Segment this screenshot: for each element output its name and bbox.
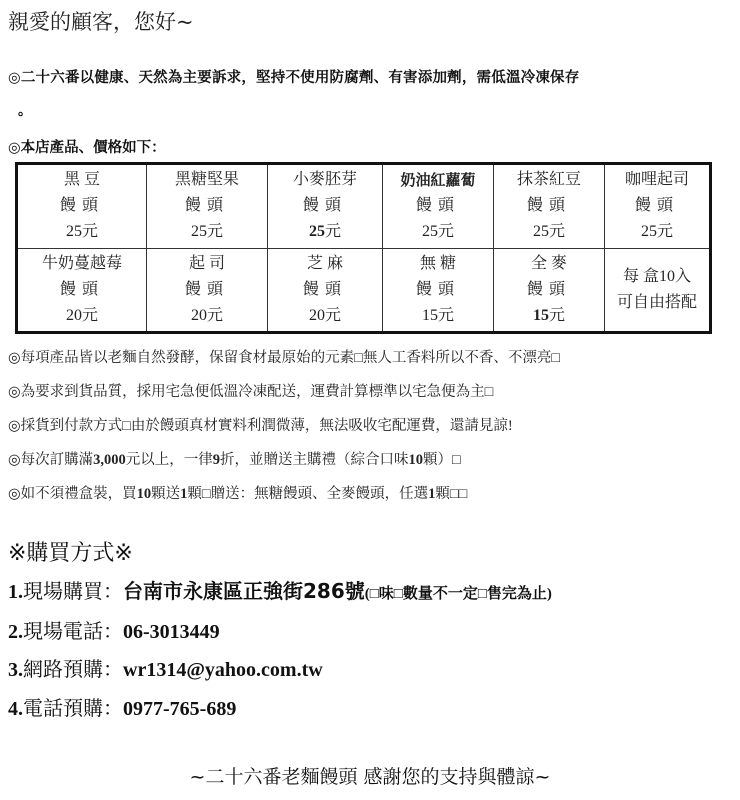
intro-line-2: ◎本店產品、價格如下：: [8, 140, 166, 156]
purchase-title: ※購買方式※: [8, 541, 133, 566]
product-price: 25元: [640, 223, 673, 241]
purchase-online: 3.網路預購：wr1314@yahoo.com.tw: [8, 657, 323, 681]
product-price: 15元: [532, 306, 565, 324]
product-name: 抹茶紅豆: [516, 171, 581, 189]
product-price: 25元: [65, 223, 98, 241]
note-fermentation: ◎每項產品皆以老麵自然發酵，保留食材最原始的元素□無人工香料所以不香、不漂亮□: [8, 350, 561, 366]
product-type: 饅頭: [302, 197, 347, 215]
product-cell: [17, 248, 147, 333]
product-price: 25元: [308, 223, 341, 241]
product-cell: [494, 164, 605, 249]
product-price: 20元: [65, 306, 98, 324]
order-phone: 0977-765-689: [123, 698, 237, 720]
product-type: 饅頭: [526, 280, 571, 298]
greeting: 親愛的顧客，您好~: [8, 10, 194, 34]
product-type: 饅頭: [634, 197, 679, 215]
product-type: 饅頭: [415, 280, 460, 298]
product-name: 牛奶蔓越莓: [41, 254, 122, 272]
product-price: 25元: [421, 223, 454, 241]
box-note-cell: [605, 248, 711, 333]
box-note-line-1: 每 盒10入: [622, 267, 691, 285]
product-name: 奶油紅蘿蔔: [400, 171, 476, 190]
price-table: [15, 162, 712, 334]
product-price: 25元: [190, 223, 223, 241]
product-name: 起 司: [188, 254, 225, 272]
intro-line-1: ◎二十六番以健康、天然為主要訴求，堅持不使用防腐劑、有害添加劑，需低溫冷凍保存: [8, 70, 580, 86]
product-price: 20元: [190, 306, 223, 324]
product-cell: [268, 164, 383, 249]
store-address: 台南市永康區正強街286號: [123, 579, 365, 603]
purchase-store-phone: 2.現場電話：06-3013449: [8, 619, 220, 643]
product-name: 全 麥: [530, 254, 567, 272]
store-phone: 06-3013449: [123, 621, 220, 643]
product-name: 無 糖: [419, 254, 456, 272]
order-email: wr1314@yahoo.com.tw: [123, 659, 323, 681]
product-type: 饅頭: [59, 197, 104, 215]
product-type: 饅頭: [184, 197, 229, 215]
product-name: 小麥胚芽: [292, 171, 357, 189]
product-type: 饅頭: [184, 280, 229, 298]
product-cell: [17, 164, 147, 249]
product-type: 饅頭: [415, 197, 460, 215]
product-name: 黑 豆: [63, 171, 100, 189]
note-shipping: ◎為要求到貨品質，採用宅急便低溫冷凍配送，運費計算標準以宅急便為主□: [8, 384, 494, 400]
note-discount: ◎每次訂購滿3,000元以上，一律9折，並贈送主購禮（綜合口味10顆）□: [8, 452, 461, 468]
product-type: 饅頭: [526, 197, 571, 215]
product-cell: [147, 164, 268, 249]
note-bonus: ◎如不須禮盒裝，買10顆送1顆□贈送：無糖饅頭、全麥饅頭，任選1顆□□: [8, 486, 468, 502]
product-price: 20元: [308, 306, 341, 324]
product-cell: [383, 164, 494, 249]
product-cell: [605, 164, 711, 249]
product-cell: [494, 248, 605, 333]
product-type: 饅頭: [302, 280, 347, 298]
product-cell: [147, 248, 268, 333]
box-note-line-2: 可自由搭配: [616, 293, 697, 311]
product-name: 黑糖堅果: [174, 171, 239, 189]
purchase-in-store: 1.現場購買：台南市永康區正強街286號(□味□數量不一定□售完為止): [8, 579, 552, 603]
product-cell: [268, 248, 383, 333]
product-type: 饅頭: [59, 280, 104, 298]
product-price: 25元: [532, 223, 565, 241]
product-cell: [383, 248, 494, 333]
price-row: [17, 248, 711, 333]
intro-line-1-tail: 。: [18, 103, 32, 119]
product-price: 15元: [421, 306, 454, 324]
product-name: 芝 麻: [306, 254, 343, 272]
note-payment: ◎採貨到付款方式□由於饅頭真材實料利潤微薄，無法吸收宅配運費，還請見諒!: [8, 418, 513, 434]
footer-thanks: ~二十六番老麵饅頭 感謝您的支持與體諒~: [189, 766, 551, 788]
price-row: [17, 164, 711, 249]
product-name: 咖哩起司: [624, 171, 689, 189]
purchase-phone-order: 4.電話預購：0977-765-689: [8, 696, 237, 720]
